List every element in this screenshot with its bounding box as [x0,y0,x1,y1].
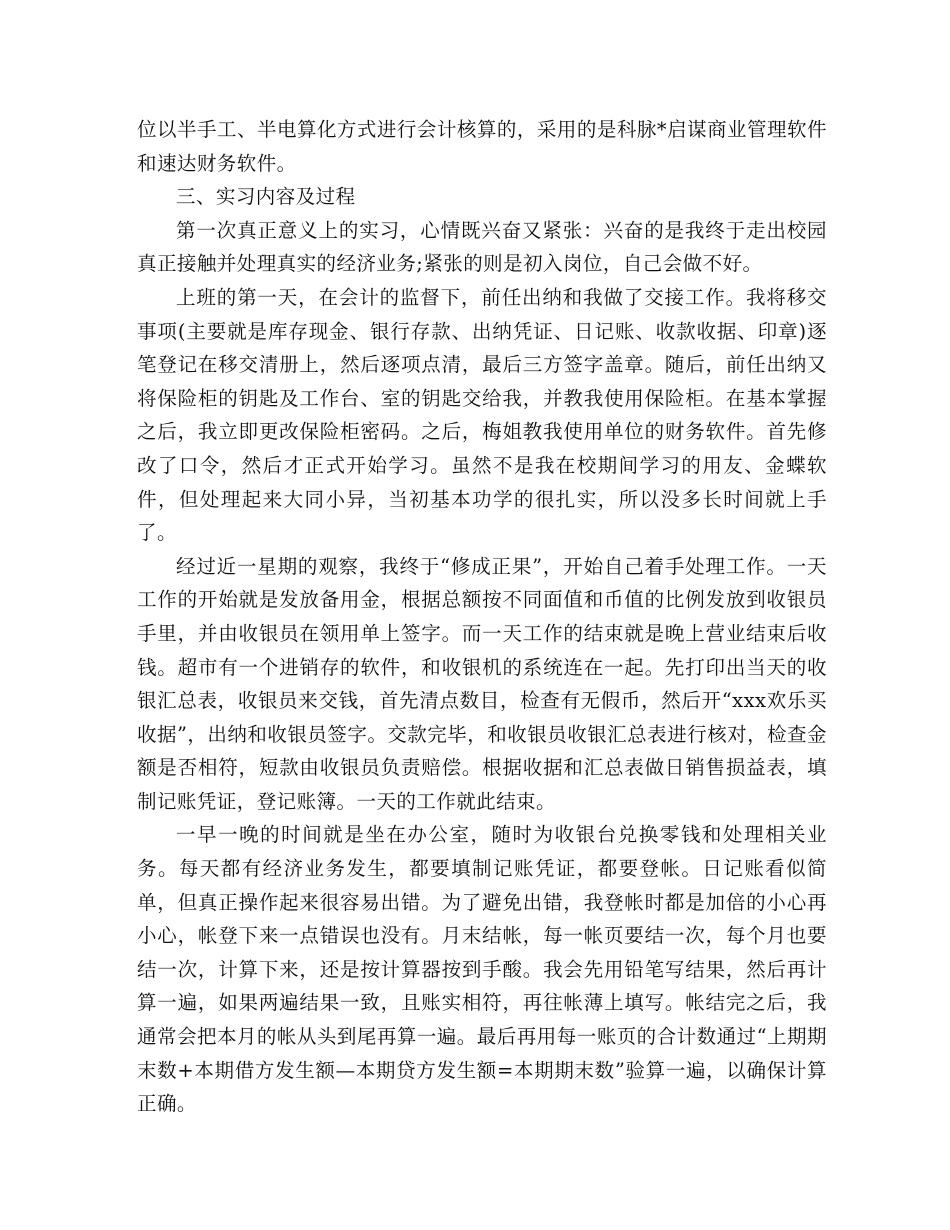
paragraph-first-day: 上班的第一天，在会计的监督下，前任出纳和我做了交接工作。我将移交事项(主要就是库存现金、银行存款、出纳凭证、日记账、收款收据、印章)逐笔登记在移交清册上，然后逐项点清，最后三方签字盖章。随后，前任出纳又将保险柜的钥匙及工作台、室的钥匙交给我，并教我使用保险柜。在基本掌握之后，我立即更改保险柜密码。之后，梅姐教我使用单位的财务软件。首先修改了口令，然后才正式开始学习。虽然不是我在校期间学习的用友、金蝶软件，但处理起来大同小异，当初基本功学的很扎实，所以没多长时间就上手了。 [137,285,827,545]
document-body [137,113,827,1121]
paragraph-bookkeeping: 一早一晚的时间就是坐在办公室，随时为收银台兑换零钱和处理相关业务。每天都有经济业务发生，都要填制记账凭证，都要登帐。日记账看似简单，但真正操作起来很容易出错。为了避免出错，我登帐时都是加倍的小心再小心，帐登下来一点错误也没有。月末结帐，每一帐页要结一次，每个月也要结一次，计算下来，还是按计算器按到手酸。我会先用铅笔写结果，然后再计算一遍，如果两遍结果一致，且账实相符，再往帐薄上填写。帐结完之后，我通常会把本月的帐从头到尾再算一遍。最后再用每一账页的合计数通过“上期期末数+本期借方发生额—本期贷方发生额=本期期末数”验算一遍，以确保计算正确。 [137,823,827,1116]
section-heading: 三、实习内容及过程 [176,185,356,209]
paragraph-first-internship: 第一次真正意义上的实习，心情既兴奋又紧张：兴奋的是我终于走出校园真正接触并处理真实的经济业务;紧张的则是初入岗位，自己会做不好。 [137,218,827,276]
paragraph-continuation: 位以半手工、半电算化方式进行会计核算的，采用的是科脉*启谋商业管理软件和速达财务软件。 [137,118,827,175]
paragraph-daily-work: 经过近一星期的观察，我终于“修成正果”，开始自己着手处理工作。一天工作的开始就是发放备用金，根据总额按不同面值和币值的比例发放到收银员手里，并由收银员在领用单上签字。而一天工作的结束就是晚上营业结束后收钱。超市有一个进销存的软件，和收银机的系统连在一起。先打印出当天的收银汇总表，收银员来交钱，首先清点数目，检查有无假币，然后开“xxx欢乐买收据”，出纳和收银员签字。交款完毕，和收银员收银汇总表进行核对，检查金额是否相符，短款由收银员负责赔偿。根据收据和汇总表做日销售损益表，填制记账凭证，登记账簿。一天的工作就此结束。 [137,554,827,813]
